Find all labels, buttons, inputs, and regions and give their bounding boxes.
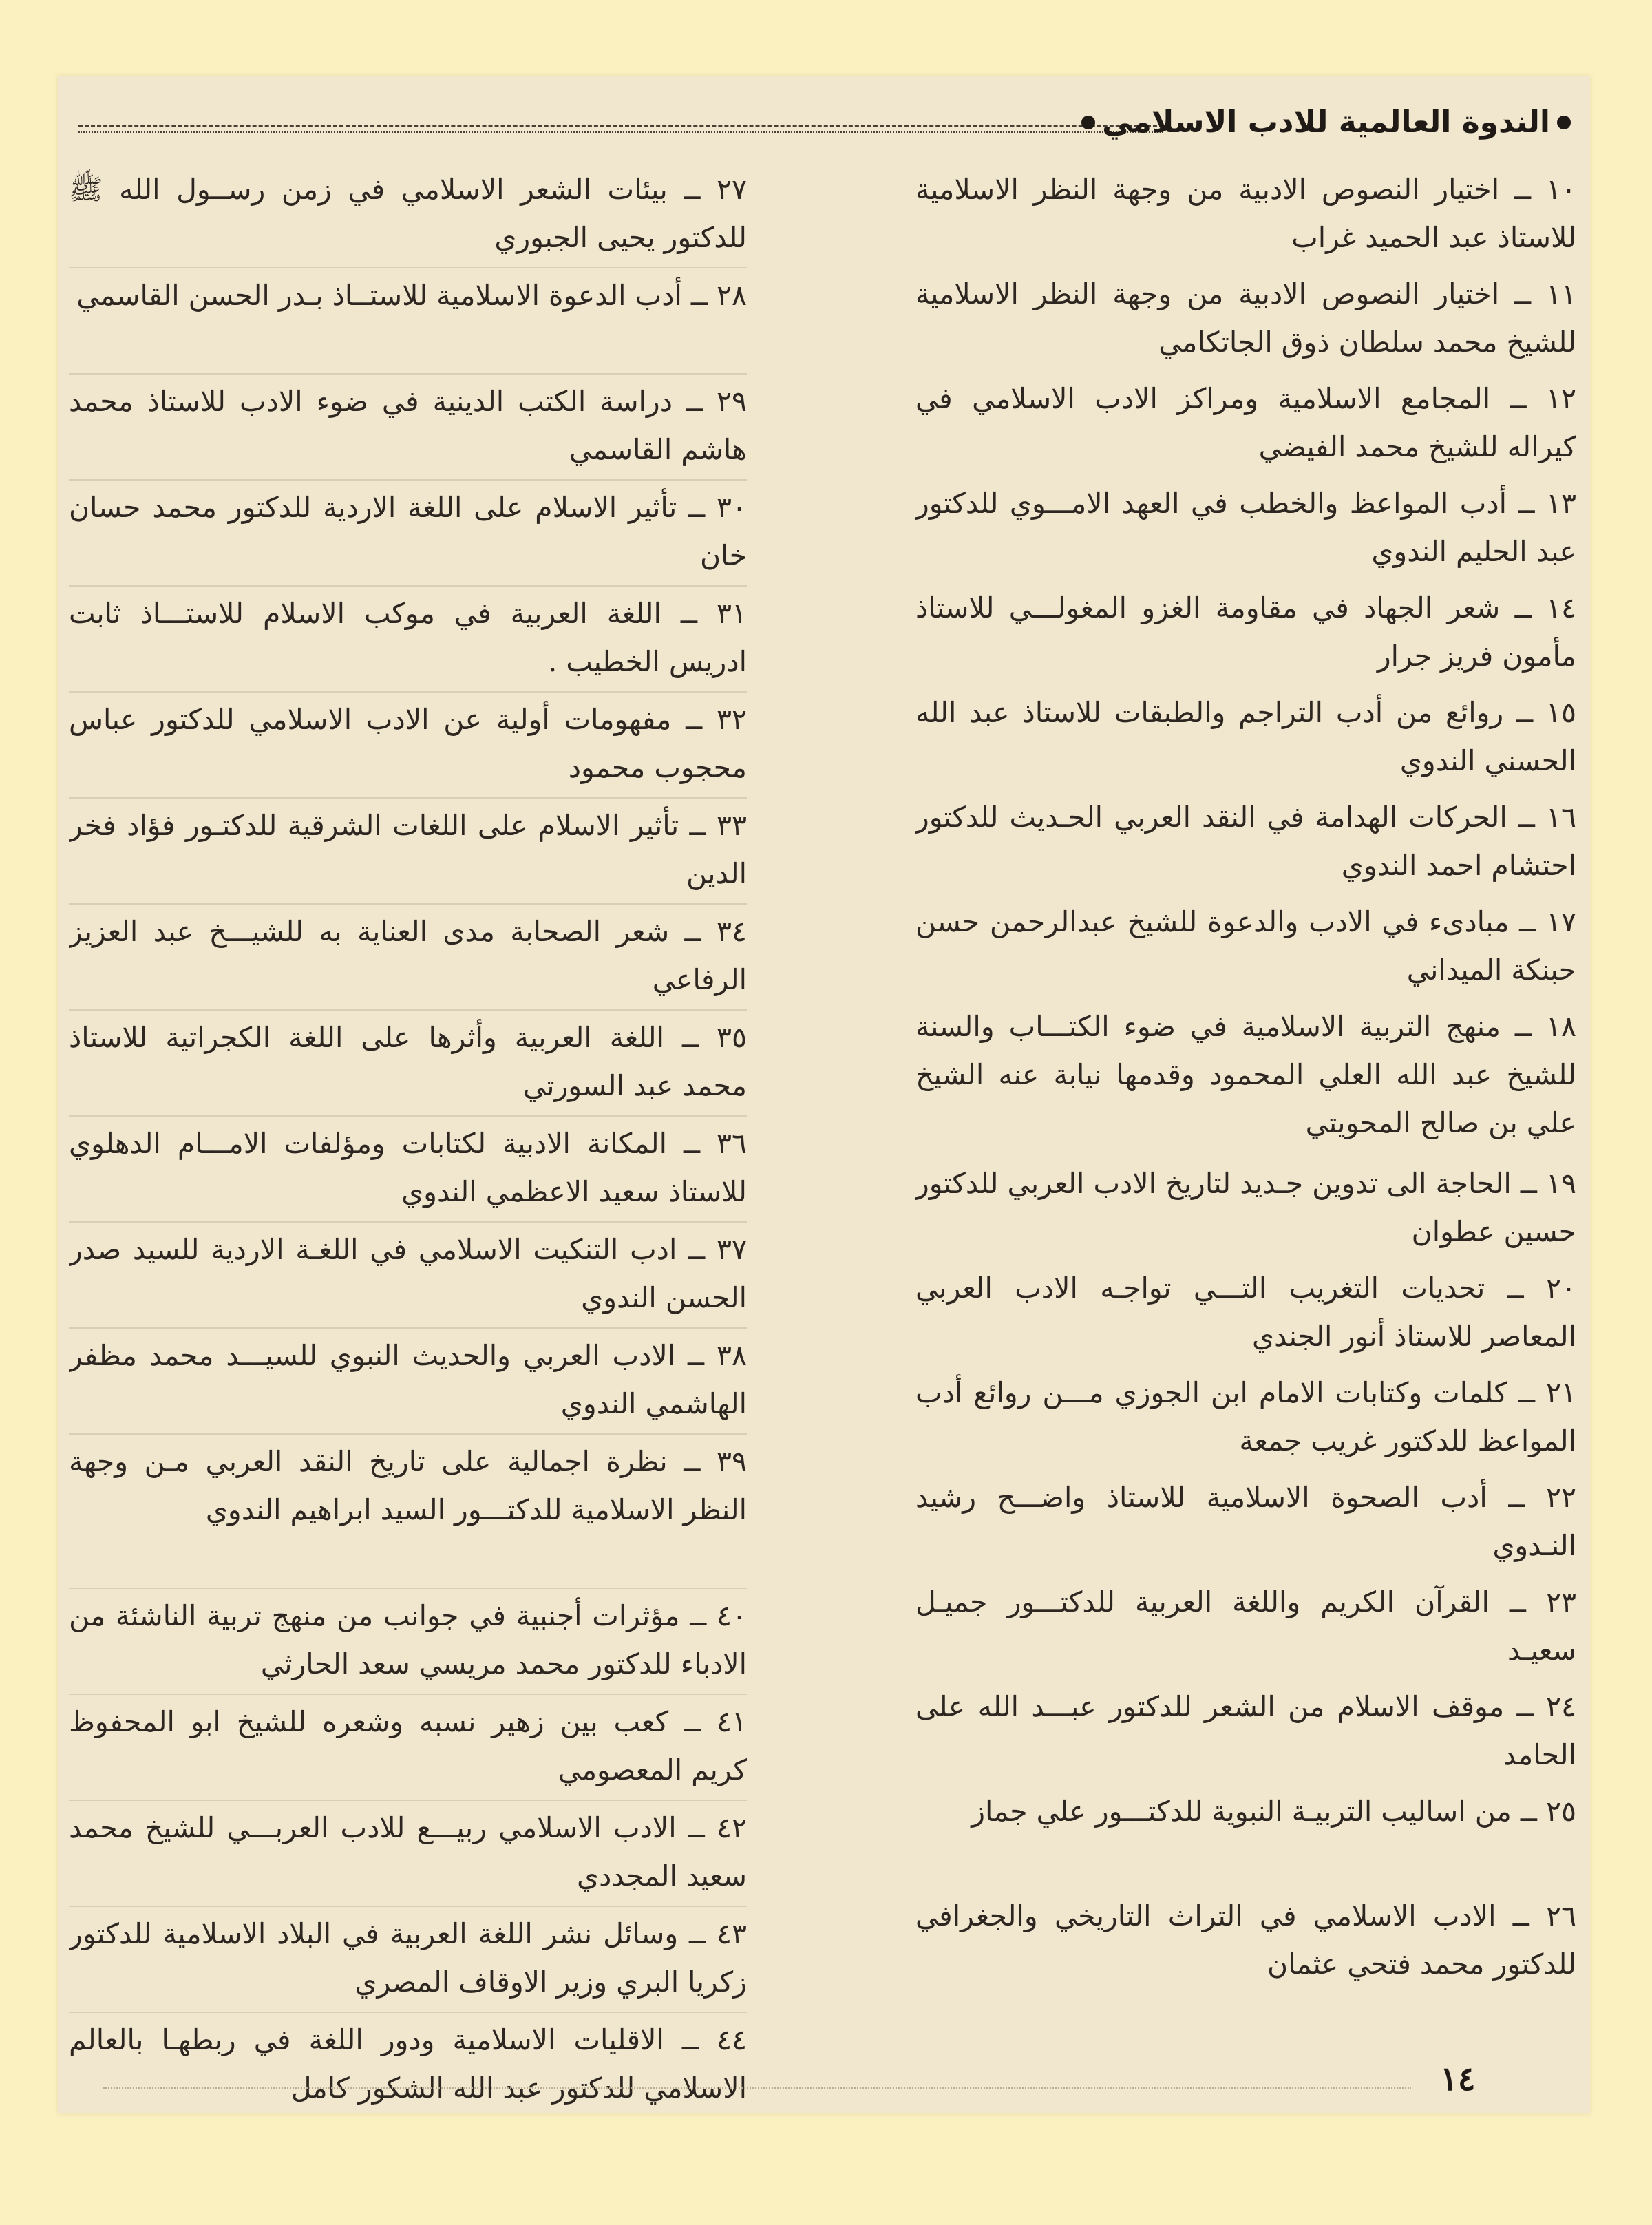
list-item: ٤٠ ــ مؤثرات أجنبية في جوانب من منهج تربية الناشئة من الادباء للدكتور محمد مريسي سعد الحارثي [69, 1592, 747, 1695]
page-number: ١٤ [1440, 2060, 1476, 2098]
list-item: ٣٣ ــ تأثير الاسلام على اللغات الشرقية للدكتـور فؤاد فخر الدين [69, 801, 747, 905]
list-item: ٤٤ ــ الاقليات الاسلامية ودور اللغة في ربطهـا بالعالم الاسلامي للدكتور عبد الله الشكور كامل [69, 2023, 747, 2105]
list-item: ٣٦ ــ المكانة الادبية لكتابات ومؤلفات الامـــام الدهلوي للاستاذ سعيد الاعظمي الندوي [69, 1119, 747, 1223]
list-item: ٢٧ ــ بيئات الشعر الاسلامي في زمن رســول الله ﷺ للدكتور يحيى الجبوري [69, 165, 747, 268]
list-item: ١٤ ــ شعر الجهاد في مقاومة الغزو المغولـــي للاستاذ مأمون فريز جرار [915, 591, 1576, 673]
list-item: ١٥ ــ روائع من أدب التراجم والطبقات للاستاذ عبد الله الحسني الندوي [915, 696, 1576, 777]
list-item: ٢٤ ــ موقف الاسلام من الشعر للدكتور عبـــد الله على الحامد [915, 1690, 1576, 1771]
list-item: ٤٣ ــ وسائل نشر اللغة العربية في البلاد الاسلامية للدكتور زكريا البري وزير الاوقاف المصري [69, 1910, 747, 2013]
list-item: ٣٤ ــ شعر الصحابة مدى العناية به للشيـــخ عبد العزيز الرفاعي [69, 907, 747, 1011]
header-title-wrap [1081, 101, 1571, 145]
list-item: ١٧ ــ مبادىء في الادب والدعوة للشيخ عبدالرحمن حسن حبنكة الميداني [915, 905, 1576, 987]
list-item: ٢٣ ــ القرآن الكريم واللغة العربية للدكتـــور جميـل سعيـد [915, 1585, 1576, 1667]
list-item: ٣٠ ــ تأثير الاسلام على اللغة الاردية للدكتور محمد حسان خان [69, 483, 747, 587]
list-item: ٢٨ ــ أدب الدعوة الاسلامية للاستــاذ بـدر الحسن القاسمي [69, 271, 747, 375]
list-item: ٢٠ ــ تحديات التغريب التـــي تواجـه الادب العربي المعاصر للاستاذ أنور الجندي [915, 1272, 1576, 1353]
list-item: ١١ ــ اختيار النصوص الادبية من وجهة النظر الاسلامية للشيخ محمد سلطان ذوق الجاتكامي [915, 277, 1576, 359]
list-item: ٢٥ ــ من اساليب التربيـة النبوية للدكتـــور علي جماز [971, 1795, 1576, 1828]
list-item: ٣٢ ــ مفهومات أولية عن الادب الاسلامي للدكتور عباس محجوب محمود [69, 695, 747, 799]
list-item: ٤٢ ــ الادب الاسلامي ربيـــع للادب العربـــي للشيخ محمد سعيد المجددي [69, 1804, 747, 1907]
list-item: ٢١ ــ كلمات وكتابات الامام ابن الجوزي مـــن روائع أدب المواعظ للدكتور غريب جمعة [915, 1376, 1576, 1457]
page-header [58, 101, 1590, 149]
list-item: ٤١ ــ كعب بين زهير نسبه وشعره للشيخ ابو المحفوظ كريم المعصومي [69, 1698, 747, 1801]
right-column [915, 165, 1576, 1996]
list-item: ١٦ ــ الحركات الهدامة في النقد العربي الحـديث للدكتور احتشام احمد الندوي [915, 801, 1576, 882]
header-rule [78, 125, 1163, 133]
list-item: ٢٢ ــ أدب الصحوة الاسلامية للاستاذ واضـــح رشيد النـدوي [915, 1481, 1576, 1562]
bullet-dot-icon [1081, 116, 1095, 129]
footer-rule [103, 2087, 1411, 2089]
list-item: ١٠ ــ اختيار النصوص الادبية من وجهة النظر الاسلامية للاستاذ عبد الحميد غراب [915, 173, 1576, 254]
list-item: ١٩ ــ الحاجة الى تدوين جـديد لتاريخ الادب العربي للدكتور حسين عطوان [915, 1167, 1576, 1248]
list-item: ١٣ ــ أدب المواعظ والخطب في العهد الامـــوي للدكتور عبد الحليم الندوي [915, 487, 1576, 568]
journal-title: الندوة العالمية للادب الاسلامي [1102, 105, 1550, 140]
list-item: ٣٨ ــ الادب العربي والحديث النبوي للسيـــد محمد مظفر الهاشمي الندوي [69, 1331, 747, 1435]
list-item: ٣٧ ــ ادب التنكيت الاسلامي في اللغـة الاردية للسيد صدر الحسن الندوي [69, 1225, 747, 1329]
list-item: ٣٩ ــ نظرة اجمالية على تاريخ النقد العربي مـن وجهة النظر الاسلامية للدكتـــور السيد ابراهيم الندوي [69, 1437, 747, 1589]
list-item: ٣٥ ــ اللغة العربية وأثرها على اللغة الكجراتية للاستاذ محمد عبد السورتي [69, 1013, 747, 1117]
list-item: ٢٩ ــ دراسة الكتب الدينية في ضوء الادب للاستاذ محمد هاشم القاسمي [69, 377, 747, 481]
list-item: ٢٦ ــ الادب الاسلامي في التراث التاريخي والجغرافي للدكتور محمد فتحي عثمان [915, 1899, 1576, 1981]
bullet-dot-icon [1557, 116, 1571, 129]
list-item: ١٨ ــ منهج التربية الاسلامية في ضوء الكتـــاب والسنة للشيخ عبد الله العلي المحمود وقدمها نيابة عنه الشيخ علي بن صالح المحويتي [915, 1010, 1576, 1139]
left-column [69, 165, 747, 2120]
list-item: ٣١ ــ اللغة العربية في موكب الاسلام للاستـــاذ ثابت ادريس الخطيب . [69, 589, 747, 693]
list-item: ١٢ ــ المجامع الاسلامية ومراكز الادب الاسلامي في كيراله للشيخ محمد الفيضي [915, 382, 1576, 463]
